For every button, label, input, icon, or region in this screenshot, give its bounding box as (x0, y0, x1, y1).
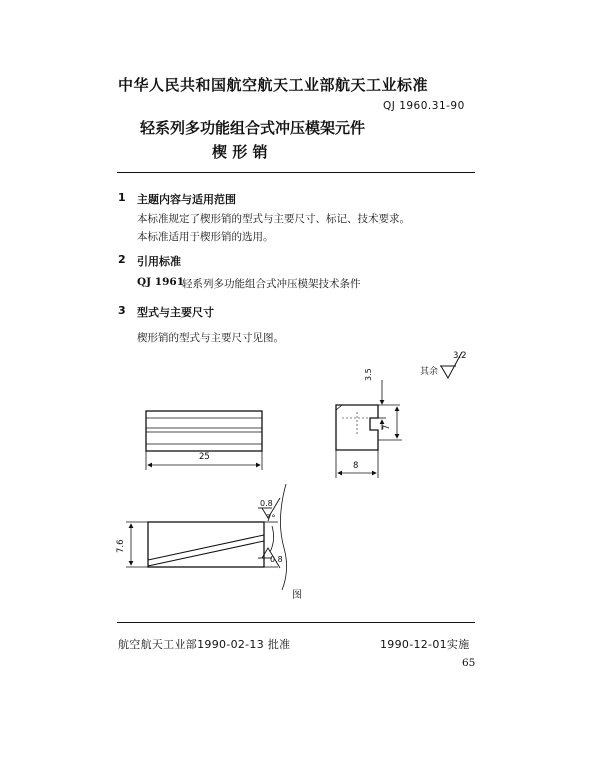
roughness-top-label: 0.8 (260, 499, 273, 508)
roughness-bottom-label: 0.8 (270, 555, 283, 564)
standard-number: QJ 1960.31-90 (383, 100, 465, 112)
page-number: 65 (462, 657, 476, 669)
section-2-number: 2 (118, 253, 126, 266)
reference-code: QJ 1961 (137, 276, 184, 288)
dimension-height-7-6-label: 7.6 (116, 539, 126, 553)
angle-label: 7° (266, 514, 276, 524)
approval-date: 航空航天工业部1990-02-13 批准 (118, 638, 291, 651)
section-1-para-2: 本标准适用于楔形销的选用。 (137, 231, 274, 243)
dimension-length-label: 25 (199, 452, 210, 462)
issuing-agency: 中华人民共和国航空航天工业部航天工业标准 (118, 76, 429, 94)
dimension-height-7-label: 7 (382, 424, 392, 430)
dimension-angle (270, 526, 274, 552)
section-2-title: 引用标准 (137, 255, 181, 268)
reference-title: 轻系列多功能组合式冲压模架技术条件 (182, 278, 361, 290)
section-1-number: 1 (118, 191, 126, 204)
standard-subtitle: 楔 形 销 (212, 143, 268, 161)
figure-caption: 图 (292, 590, 302, 601)
side-view (336, 405, 378, 450)
roughness-general-value: 3.2 (453, 351, 467, 361)
section-3-para-1: 楔形销的型式与主要尺寸见图。 (137, 332, 284, 344)
implementation-date: 1990-12-01实施 (380, 638, 470, 651)
section-1-para-1: 本标准规定了楔形销的型式与主要尺寸、标记、技术要求。 (137, 213, 410, 225)
section-3-number: 3 (118, 304, 126, 317)
dimension-width-label: 8 (353, 461, 359, 471)
break-curve (280, 484, 286, 590)
front-view (146, 411, 262, 451)
footer-rule (117, 622, 475, 623)
section-3-title: 型式与主要尺寸 (137, 306, 214, 319)
section-1-title: 主题内容与适用范围 (137, 193, 236, 206)
dimension-slot-label: 3.5 (364, 368, 373, 381)
dimension-height-7-6 (126, 522, 148, 567)
standard-title: 轻系列多功能组合式冲压模架元件 (140, 119, 366, 137)
wedge-view (148, 522, 278, 567)
roughness-general-label: 其余 (420, 367, 439, 377)
